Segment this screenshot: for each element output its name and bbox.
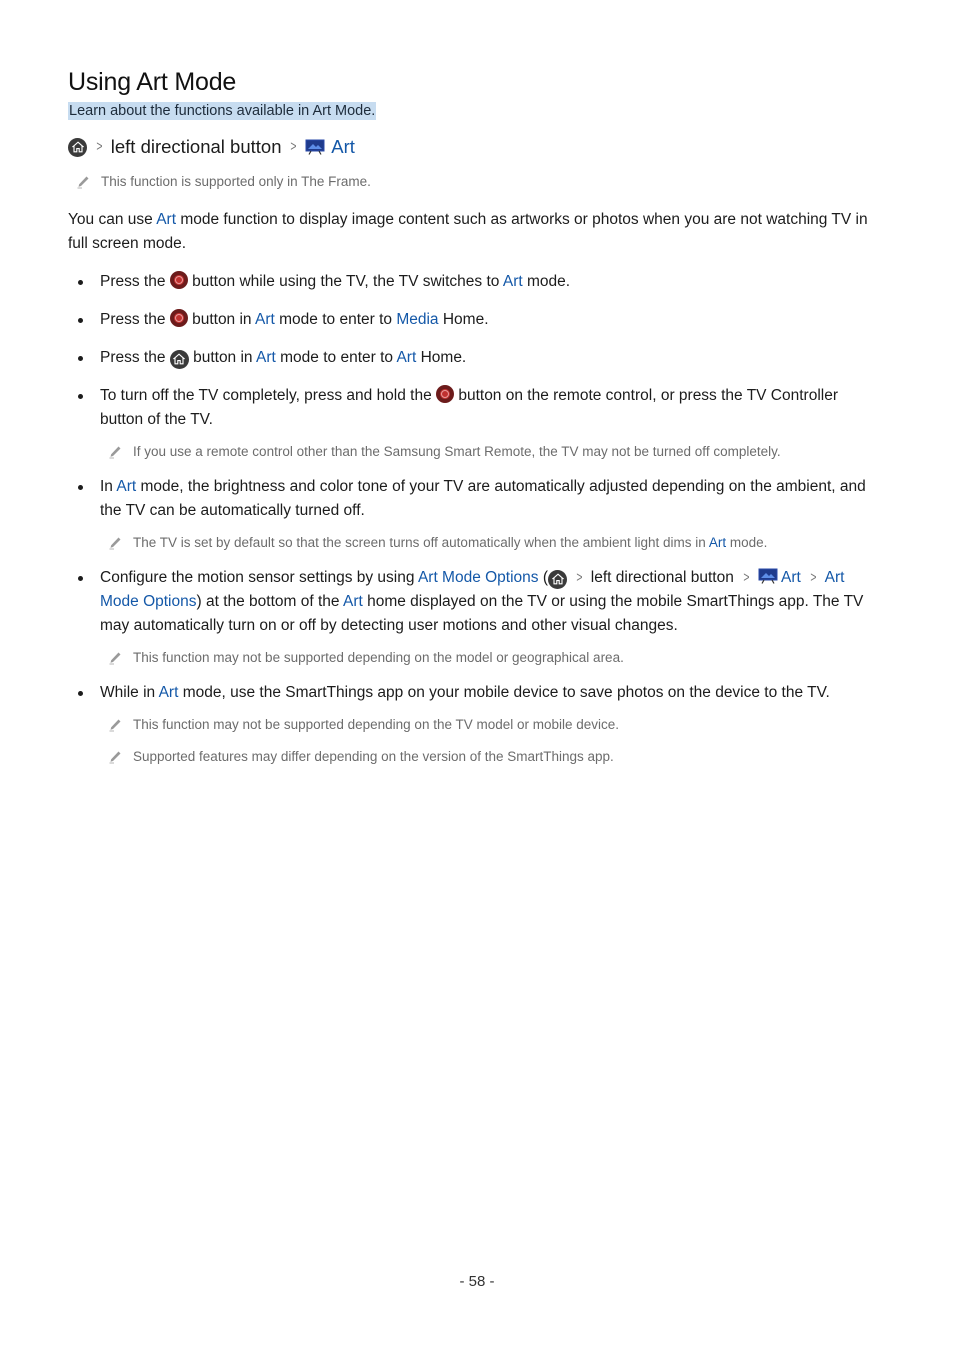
intro-note-text: This function is supported only in The Frame. <box>101 174 371 189</box>
list-item <box>68 384 884 461</box>
item-text: Home. <box>416 349 467 366</box>
pencil-note-icon <box>108 651 122 665</box>
list-item <box>68 681 884 766</box>
page-subtitle: Learn about the functions available in Art Mode. <box>69 103 376 119</box>
item-text: ) at the bottom of the <box>196 593 343 610</box>
item-text: mode, use the SmartThings app on your mobile device to save photos on the device to the TV. <box>178 684 830 701</box>
chevron-right-icon: > <box>743 569 750 586</box>
power-icon <box>436 385 454 403</box>
art-keyword: Art <box>156 211 177 228</box>
art-keyword: Art <box>158 684 179 701</box>
pencil-note-icon <box>108 750 122 764</box>
art-mode-icon <box>758 568 778 584</box>
item-text: Press the <box>100 273 170 290</box>
item-text: button on the remote control, or press the TV Controller button of the TV. <box>100 387 838 428</box>
item-text: mode, the brightness and color tone of your TV are automatically adjusted depending on the ambient, and the TV can be automatically turned off. <box>100 478 866 519</box>
list-item <box>68 566 884 667</box>
note-text: This function may not be supported depending on the model or geographical area. <box>133 650 624 665</box>
intro-text: You can use <box>68 211 157 228</box>
item-note <box>108 716 884 734</box>
path-step-left-directional: left directional button <box>110 136 282 157</box>
list-item <box>68 308 884 332</box>
navigation-path <box>68 135 884 159</box>
item-text: mode to enter to <box>275 349 397 366</box>
home-icon <box>170 350 189 369</box>
intro-text: mode function to display image content such as artworks or photos when you are not watching TV in full screen mode. <box>68 211 868 252</box>
path-step-art: Art <box>331 136 355 157</box>
item-text: In <box>100 478 117 495</box>
item-text: left directional button <box>590 569 734 586</box>
power-icon <box>170 309 188 327</box>
note-text <box>133 534 767 552</box>
item-text: While in <box>100 684 159 701</box>
home-icon <box>68 138 87 157</box>
item-text: mode to enter to <box>274 311 397 328</box>
item-text: Press the <box>100 311 170 328</box>
chevron-right-icon: > <box>810 569 817 586</box>
media-keyword: Media <box>396 311 439 328</box>
chevron-right-icon: > <box>576 569 583 586</box>
intro-note <box>76 173 884 191</box>
art-keyword: Art <box>708 535 727 550</box>
item-text: home displayed on the TV or using the mobile SmartThings app. The TV may automatically turn on or off by detecting user motions and other visual changes. <box>100 593 864 634</box>
list-item <box>68 475 884 552</box>
note-text: This function may not be supported depending on the TV model or mobile device. <box>133 717 620 732</box>
feature-list <box>68 270 884 766</box>
art-mode-options-keyword: Art Mode Options <box>417 569 539 586</box>
list-item <box>68 346 884 370</box>
power-icon <box>170 271 188 289</box>
item-text: mode. <box>522 273 571 290</box>
item-text: button in <box>187 311 256 328</box>
art-keyword: Art <box>781 569 801 586</box>
item-note <box>108 649 884 667</box>
item-note <box>108 443 884 461</box>
intro-paragraph <box>68 208 884 256</box>
item-note <box>108 748 884 766</box>
note-text-part: The TV is set by default so that the screen turns off automatically when the ambient light dims in <box>133 535 709 550</box>
note-text: Supported features may differ depending on the version of the SmartThings app. <box>133 749 614 764</box>
item-text: Home. <box>438 311 489 328</box>
item-text: Press the <box>100 349 170 366</box>
item-note <box>108 534 884 552</box>
list-item <box>68 270 884 294</box>
chevron-right-icon: > <box>290 138 297 155</box>
item-text: Configure the motion sensor settings by using <box>100 569 418 586</box>
art-keyword: Art <box>255 311 275 328</box>
home-icon <box>548 570 567 589</box>
item-text: button while using the TV, the TV switches to <box>187 273 503 290</box>
item-text: To turn off the TV completely, press and hold the <box>100 387 437 404</box>
art-keyword: Art <box>396 349 417 366</box>
art-keyword: Art <box>502 273 523 290</box>
art-keyword: Art <box>116 478 137 495</box>
art-keyword: Art <box>256 349 276 366</box>
page-number: - 58 - <box>459 1273 495 1290</box>
page-title: Using Art Mode <box>68 68 237 96</box>
item-text: ( <box>538 569 549 586</box>
chevron-right-icon: > <box>96 138 103 155</box>
pencil-note-icon <box>108 718 122 732</box>
note-text-part: mode. <box>726 535 768 550</box>
item-text: button in <box>188 349 257 366</box>
art-keyword: Art <box>342 593 363 610</box>
note-text: If you use a remote control other than the Samsung Smart Remote, the TV may not be turned off completely. <box>133 444 781 459</box>
pencil-note-icon <box>76 175 90 189</box>
pencil-note-icon <box>108 445 122 459</box>
pencil-note-icon <box>108 536 122 550</box>
page-content <box>68 66 884 770</box>
art-mode-icon <box>305 139 325 155</box>
art-mode-options-keyword: Art Mode Options <box>100 569 845 610</box>
